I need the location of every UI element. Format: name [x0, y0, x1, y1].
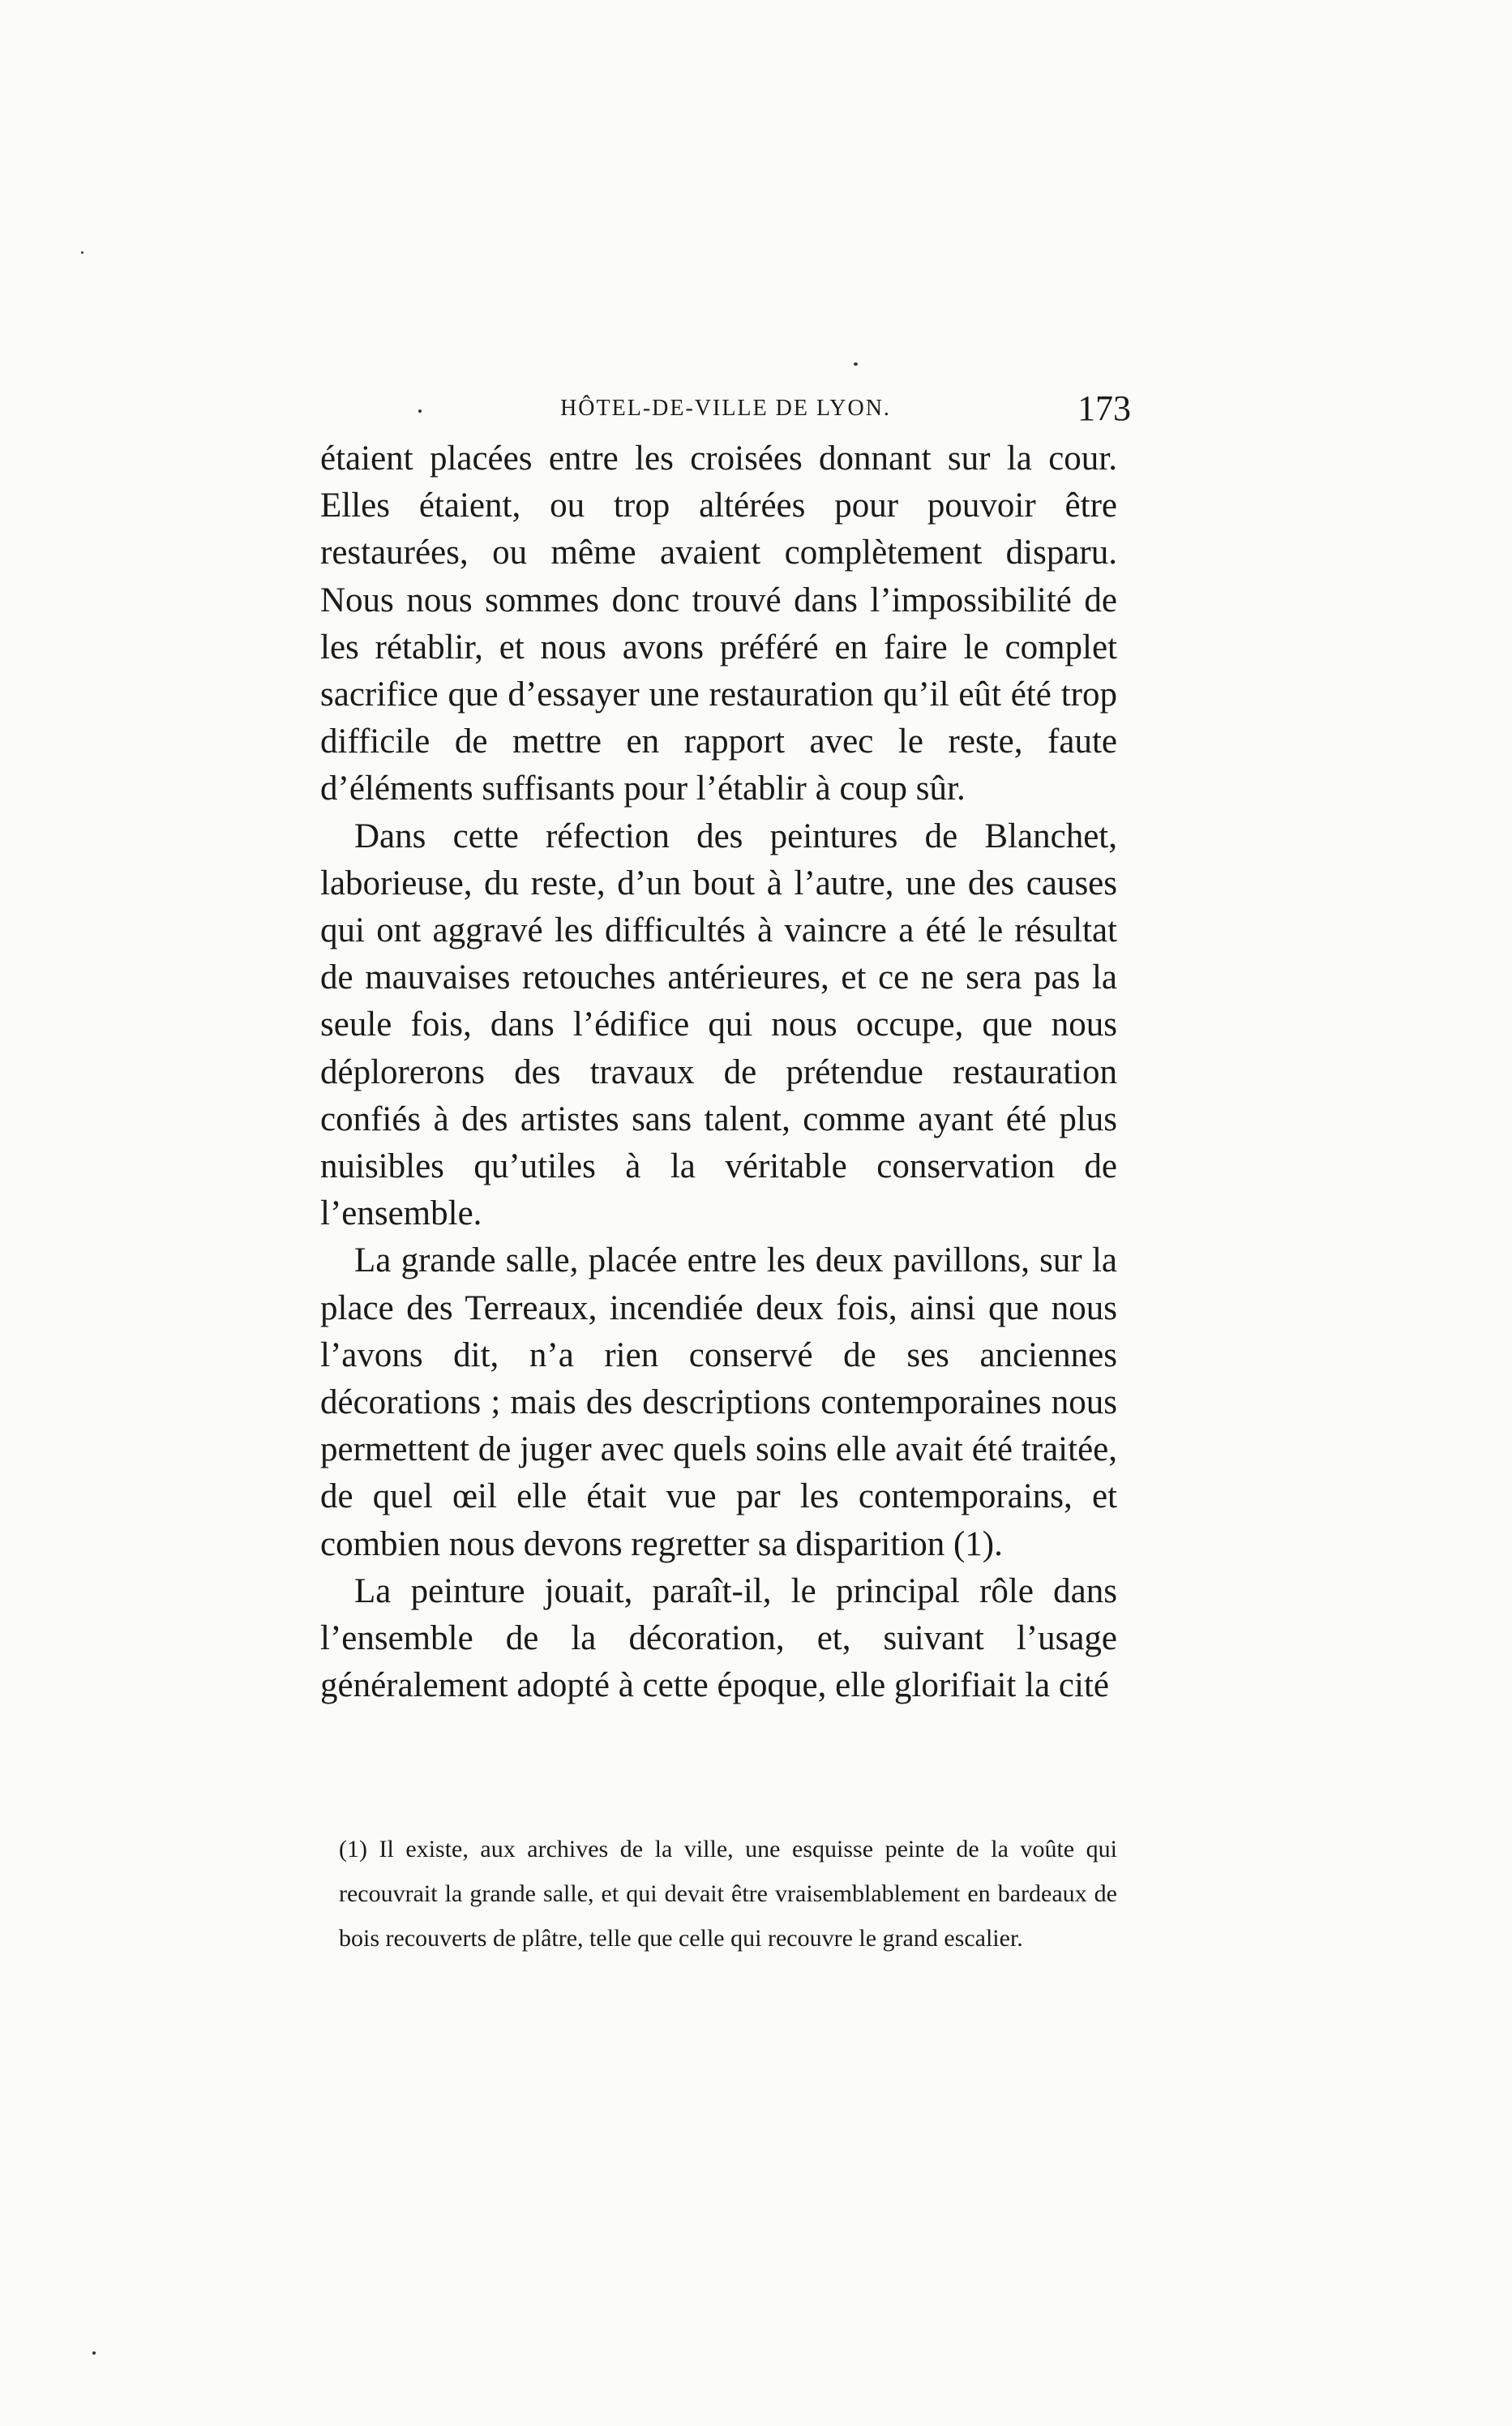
paragraph-1: étaient placées entre les croisées donnant sur la cour. Elles étaient, ou trop altérées pour pouvoir être restaurées, ou même avaient complètement disparu. Nous nous sommes donc trouvé dans l’impossibilité de les rétablir, et nous avons préféré en faire le complet sacrifice que d’essayer une restauration qu’il eût été trop difficile de mettre en rapport avec le reste, faute d’éléments suffisants pour l’établir à coup sûr. — [320, 439, 1117, 808]
scan-speck — [854, 362, 858, 366]
running-title: HÔTEL-DE-VILLE DE LYON. — [560, 396, 891, 421]
scan-speck — [92, 2351, 96, 2355]
scan-speck — [418, 409, 422, 413]
running-header — [320, 388, 1131, 436]
footnote-text: (1) Il existe, aux archives de la ville, une esquisse peinte de la voûte qui recouvrait la grande salle, et qui devait être vraisemblablement en bardeaux de bois recouverts de plâtre, telle que celle qui recouvre le grand escalier. — [339, 1836, 1117, 1952]
scan-speck — [81, 251, 84, 254]
footnote — [339, 1827, 1117, 1961]
paragraph-4: La peinture jouait, paraît-il, le principal rôle dans l’ensemble de la décoration, et, suivant l’usage généralement adopté à cette époque, elle glorifiait la cité — [320, 1571, 1117, 1705]
body-text — [320, 435, 1117, 1709]
page-number: 173 — [1077, 388, 1131, 428]
paragraph-2: Dans cette réfection des peintures de Blanchet, laborieuse, du reste, d’un bout à l’autre, une des causes qui ont aggravé les difficultés à vaincre a été le résultat de mauvaises retouches antérieures, et ce ne sera pas la seule fois, dans l’édifice qui nous occupe, que nous déplorerons des travaux de prétendue restauration confiés à des artistes sans talent, comme ayant été plus nuisibles qu’utiles à la véritable conservation de l’ensemble. — [320, 817, 1117, 1233]
paragraph-3: La grande salle, placée entre les deux pavillons, sur la place des Terreaux, incendiée deux fois, ainsi que nous l’avons dit, n’a rien conservé de ses anciennes décorations ; mais des descriptions contemporaines nous permettent de juger avec quels soins elle avait été traitée, de quel œil elle était vue par les contemporains, et combien nous devons regretter sa disparition (1). — [320, 1241, 1117, 1563]
